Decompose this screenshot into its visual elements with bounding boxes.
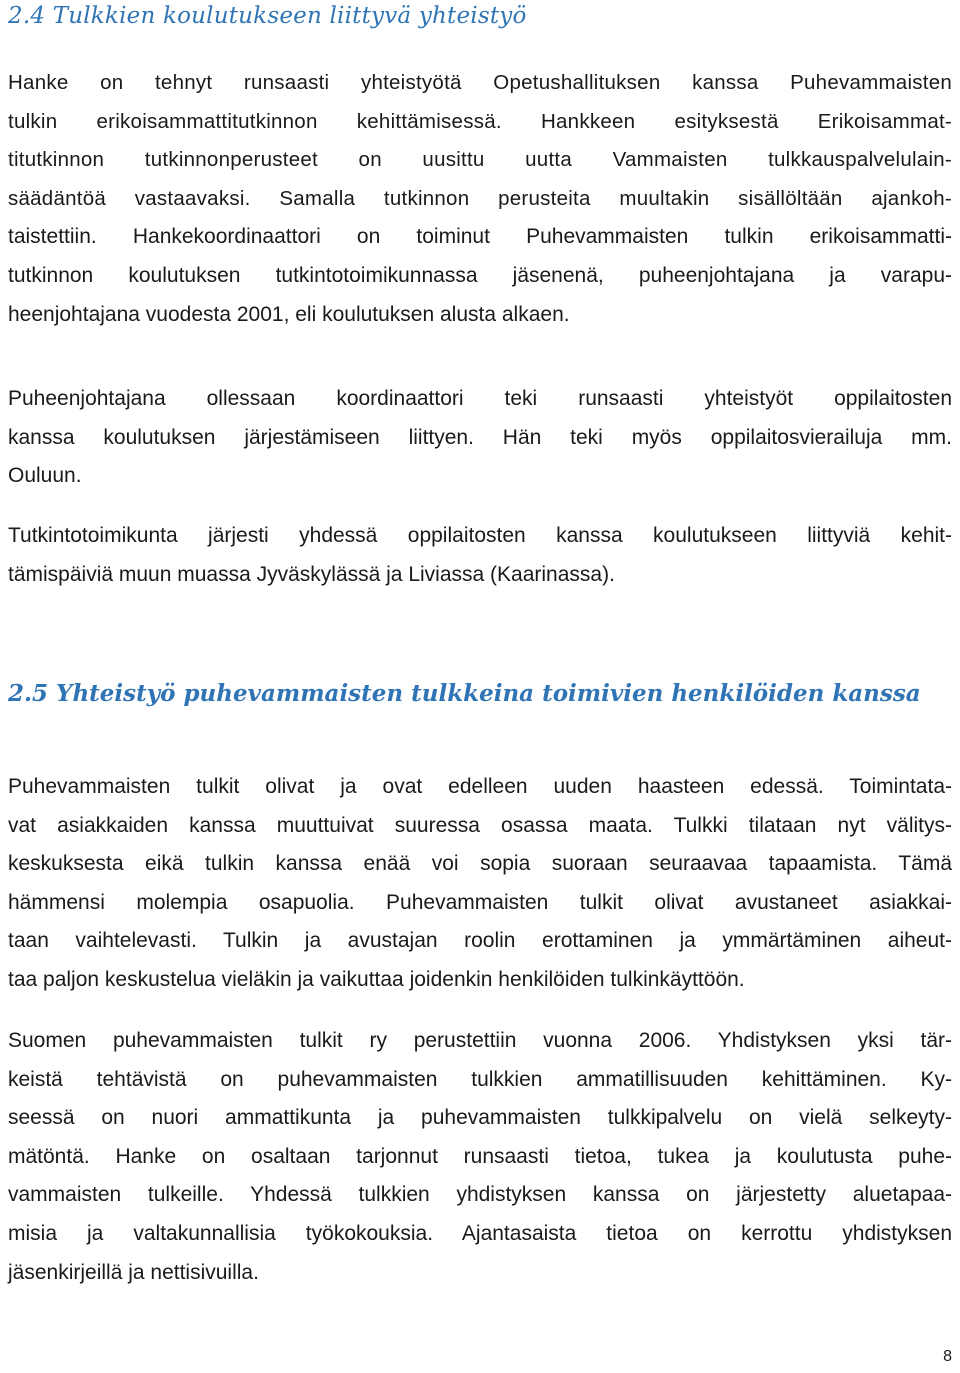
text-line: Puhevammaisten tulkit olivat ja ovat edelleen uuden haasteen edessä. Toimintata- bbox=[8, 775, 952, 798]
text-line: Puheenjohtajana ollessaan koordinaattori teki runsaasti yhteistyöt oppilaitosten bbox=[8, 387, 952, 410]
text-line: Ouluun. bbox=[8, 464, 82, 488]
text-line: titutkinnon tutkinnonperusteet on uusittu uutta Vammaisten tulkkauspalvelulain- bbox=[8, 148, 952, 172]
text-line: heenjohtajana vuodesta 2001, eli koulutuksen alusta alkaen. bbox=[8, 302, 570, 326]
text-line: tulkin erikoisammattitutkinnon kehittämisessä. Hankkeen esityksestä Erikoisammat- bbox=[8, 109, 952, 133]
text-line: taan vaihtelevasti. Tulkin ja avustajan roolin erottaminen ja ymmärtäminen aiheut- bbox=[8, 929, 952, 953]
text-line: misia ja valtakunnallisia työkokouksia. Ajantasaista tietoa on kerrottu yhdistyksen bbox=[8, 1221, 952, 1245]
text-line: vat asiakkaiden kanssa muuttuivat suuressa osassa maata. Tulkki tilataan nyt välitys- bbox=[8, 813, 952, 837]
text-line: taistettiin. Hankekoordinaattori on toiminut Puhevammaisten tulkin erikoisammatti- bbox=[8, 225, 952, 249]
text-line: jäsenkirjeillä ja nettisivuilla. bbox=[8, 1260, 259, 1284]
text-line: seessä on nuori ammattikunta ja puhevammaisten tulkkipalvelu on vielä selkeyty- bbox=[8, 1106, 952, 1130]
page-number: 8 bbox=[943, 1348, 952, 1365]
text-line: säädäntöä vastaavaksi. Samalla tutkinnon perusteita muultakin sisällöltään ajankoh- bbox=[8, 186, 952, 210]
section-heading-2-5: 2.5 Yhteistyö puhevammaisten tulkkeina toimivien henkilöiden kanssa bbox=[8, 680, 921, 707]
text-line: vammaisten tulkeille. Yhdessä tulkkien yhdistyksen kanssa on järjestetty aluetapaa- bbox=[8, 1183, 952, 1207]
text-line: kanssa koulutuksen järjestämiseen liittyen. Hän teki myös oppilaitosvierailuja mm. bbox=[8, 425, 952, 449]
text-line: tämispäiviä muun muassa Jyväskylässä ja Liviassa (Kaarinassa). bbox=[8, 562, 615, 586]
paragraph bbox=[8, 1022, 958, 1292]
text-line: mätöntä. Hanke on osaltaan tarjonnut runsaasti tietoa, tukea ja koulutusta puhe- bbox=[8, 1144, 952, 1168]
paragraph bbox=[8, 517, 958, 594]
text-line: Hanke on tehnyt runsaasti yhteistyötä Opetushallituksen kanssa Puhevammaisten bbox=[8, 71, 952, 94]
paragraph bbox=[8, 64, 958, 334]
paragraph bbox=[8, 768, 958, 1000]
text-line: taa paljon keskustelua vieläkin ja vaikuttaa joidenkin henkilöiden tulkinkäyttöön. bbox=[8, 967, 745, 991]
paragraph bbox=[8, 380, 958, 496]
text-line: hämmensi molempia osapuolia. Puhevammaisten tulkit olivat avustaneet asiakkai- bbox=[8, 890, 952, 914]
text-line: keistä tehtävistä on puhevammaisten tulkkien ammatillisuuden kehittäminen. Ky- bbox=[8, 1067, 952, 1091]
text-line: Tutkintotoimikunta järjesti yhdessä oppilaitosten kanssa koulutukseen liittyviä kehit- bbox=[8, 524, 952, 547]
text-line: Suomen puhevammaisten tulkit ry perustettiin vuonna 2006. Yhdistyksen yksi tär- bbox=[8, 1029, 952, 1052]
text-line: keskuksesta eikä tulkin kanssa enää voi sopia suoraan seuraavaa tapaamista. Tämä bbox=[8, 852, 952, 876]
text-line: tutkinnon koulutuksen tutkintotoimikunnassa jäsenenä, puheenjohtajana ja varapu- bbox=[8, 263, 952, 287]
section-heading-2-4: 2.4 Tulkkien koulutukseen liittyvä yhteistyö bbox=[8, 3, 527, 29]
